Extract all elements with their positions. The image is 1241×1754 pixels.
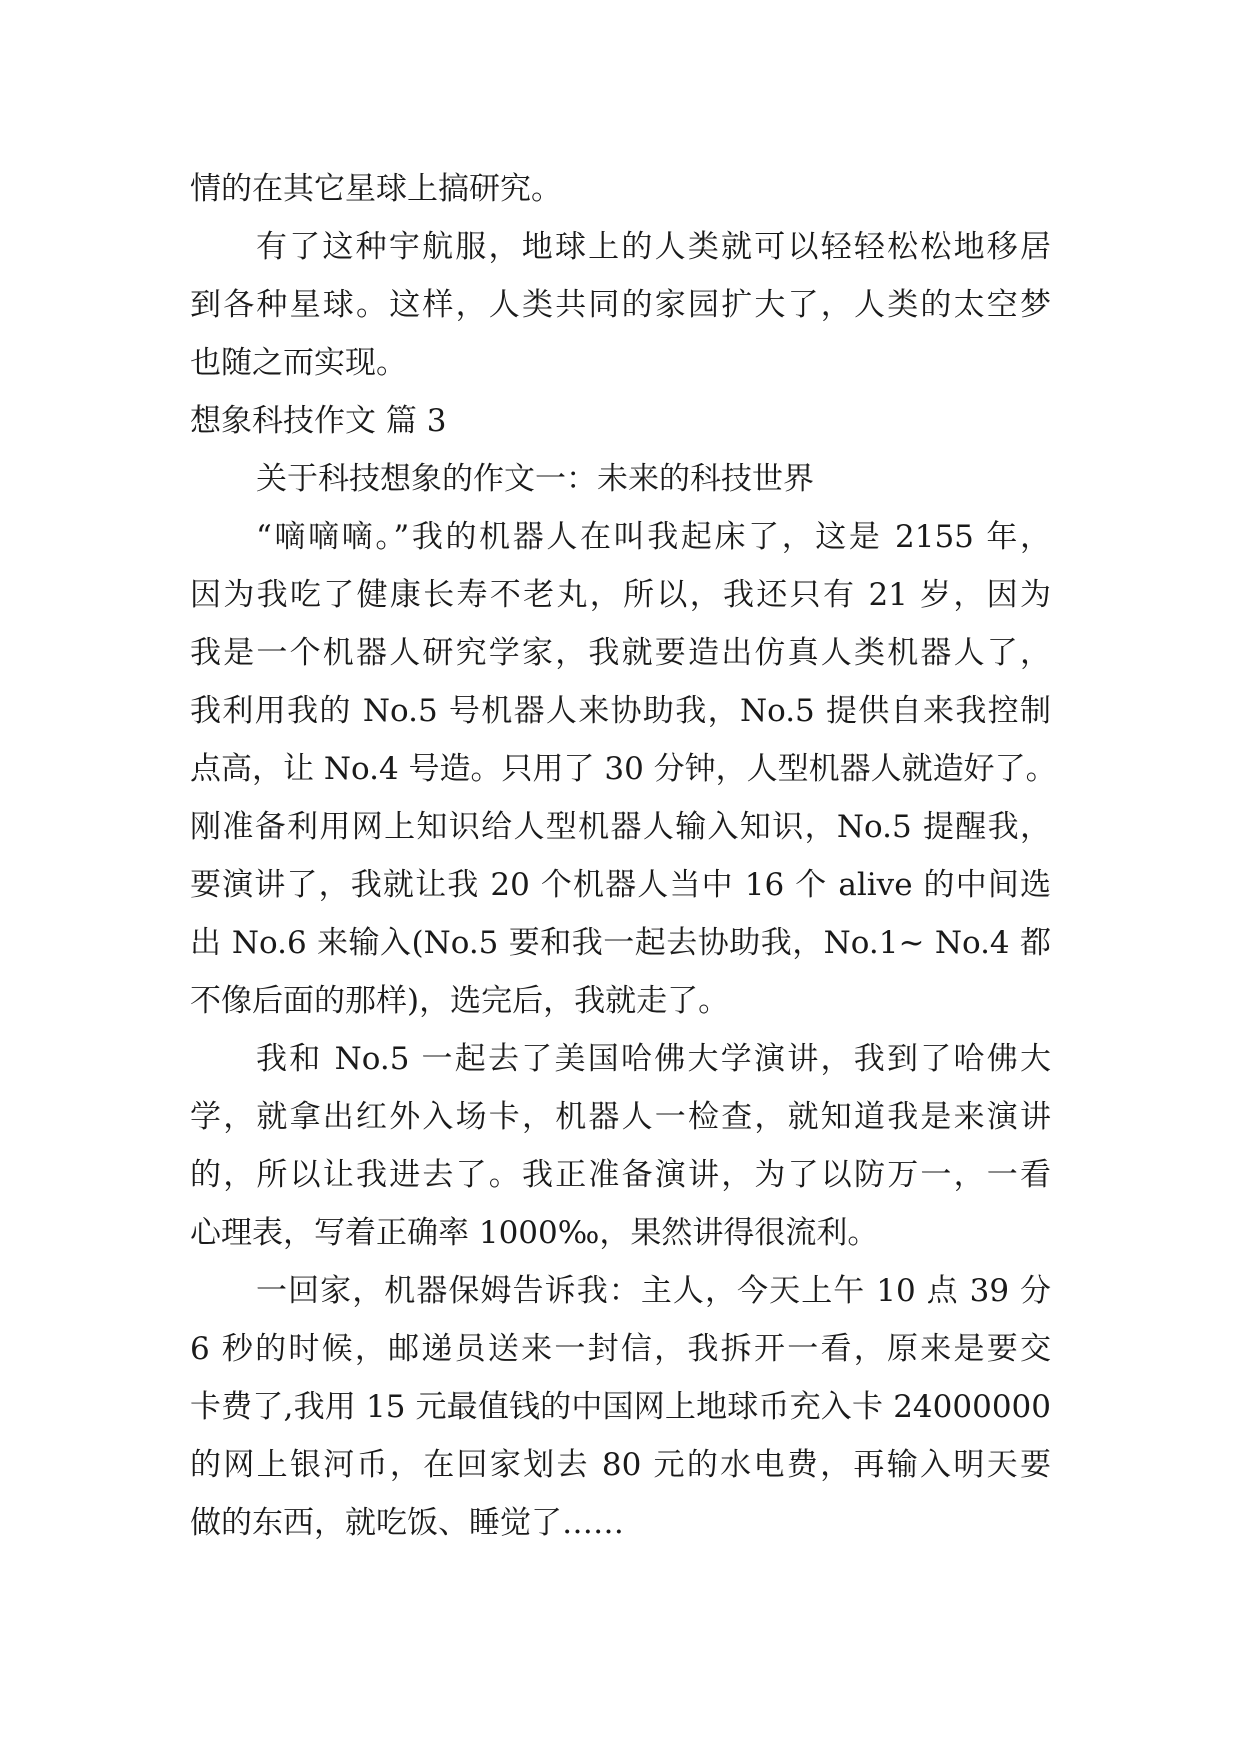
text-line: 要演讲了，我就让我 20 个机器人当中 16 个 alive 的中间选 xyxy=(190,867,1051,903)
text-line: 有了这种宇航服，地球上的人类就可以轻轻松松地移居 xyxy=(256,229,1051,265)
text-line: 6 秒的时候，邮递员送来一封信，我拆开一看，原来是要交 xyxy=(190,1331,1051,1367)
text-line: 因为我吃了健康长寿不老丸，所以，我还只有 21 岁，因为 xyxy=(190,577,1051,613)
text-line: 也随之而实现。 xyxy=(190,345,407,381)
text-line: 做的东西，就吃饭、睡觉了…… xyxy=(190,1505,624,1541)
text-line: 出 No.6 来输入(No.5 要和我一起去协助我，No.1~ No.4 都 xyxy=(190,925,1051,961)
text-line: 到各种星球。这样，人类共同的家园扩大了，人类的太空梦 xyxy=(190,287,1051,323)
text-line: 卡费了,我用 15 元最值钱的中国网上地球币充入卡 24000000 xyxy=(190,1389,1051,1425)
text-line: 刚准备利用网上知识给人型机器人输入知识，No.5 提醒我， xyxy=(190,809,1051,845)
text-line: “嘀嘀嘀。”我的机器人在叫我起床了，这是 2155 年， xyxy=(256,519,1051,555)
text-line: 点高，让 No.4 号造。只用了 30 分钟，人型机器人就造好了。 xyxy=(190,751,1057,787)
text-line: 我和 No.5 一起去了美国哈佛大学演讲，我到了哈佛大 xyxy=(256,1041,1051,1077)
text-line: 我是一个机器人研究学家，我就要造出仿真人类机器人了， xyxy=(190,635,1051,671)
text-line: 一回家，机器保姆告诉我：主人，今天上午 10 点 39 分 xyxy=(256,1273,1051,1309)
section-heading: 想象科技作文 篇 3 xyxy=(190,403,447,439)
text-line: 的，所以让我进去了。我正准备演讲，为了以防万一，一看 xyxy=(190,1157,1051,1193)
text-line: 情的在其它星球上搞研究。 xyxy=(190,171,562,207)
text-line: 学，就拿出红外入场卡，机器人一检查，就知道我是来演讲 xyxy=(190,1099,1051,1135)
text-line: 不像后面的那样)，选完后，我就走了。 xyxy=(190,983,730,1019)
text-line: 的网上银河币，在回家划去 80 元的水电费，再输入明天要 xyxy=(190,1447,1051,1483)
text-line: 我利用我的 No.5 号机器人来协助我，No.5 提供自来我控制 xyxy=(190,693,1051,729)
text-line: 心理表，写着正确率 1000‰，果然讲得很流利。 xyxy=(190,1215,879,1251)
essay-title: 关于科技想象的作文一：未来的科技世界 xyxy=(256,461,814,497)
